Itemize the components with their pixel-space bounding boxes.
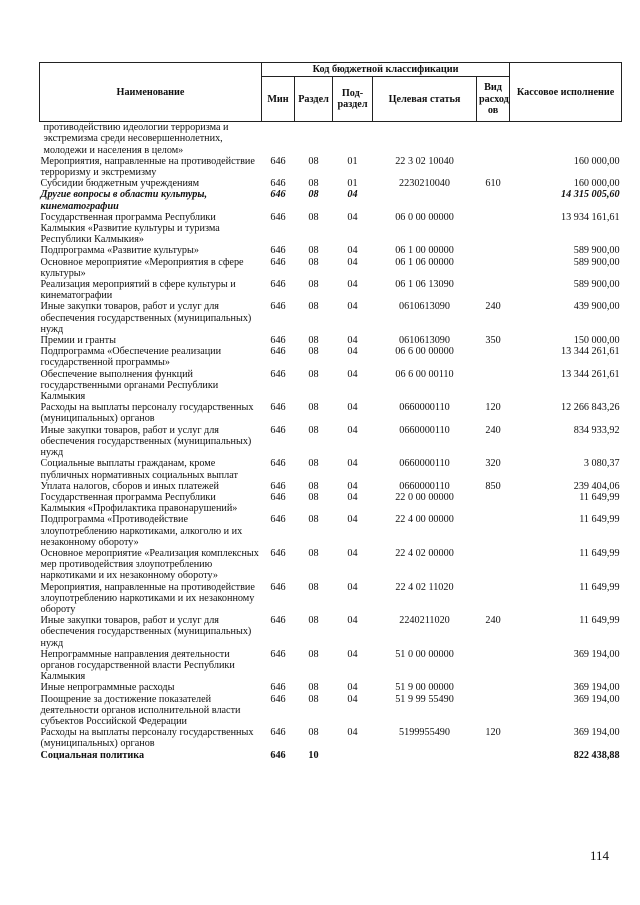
row-section: 08 bbox=[308, 424, 319, 436]
row-min: 646 bbox=[270, 727, 286, 739]
row-target-article: 06 1 00 00000 bbox=[395, 245, 454, 257]
row-target-article: 06 6 00 00000 bbox=[395, 346, 454, 358]
row-expense-type bbox=[477, 492, 510, 514]
row-amount: 12 266 843,26 bbox=[560, 402, 620, 414]
table-row bbox=[40, 458, 622, 480]
row-section: 08 bbox=[308, 693, 319, 705]
row-target-article: 06 1 06 00000 bbox=[395, 256, 454, 268]
table-header bbox=[40, 63, 622, 122]
row-section: 08 bbox=[308, 256, 319, 268]
row-amount: 369 194,00 bbox=[573, 693, 620, 705]
row-section: 08 bbox=[308, 346, 319, 358]
row-target-article: 0660000110 bbox=[399, 402, 450, 414]
row-expense-type bbox=[477, 514, 510, 548]
header-budget-code: Код бюджетной классификации bbox=[262, 63, 510, 77]
row-subsection: 04 bbox=[347, 245, 358, 257]
row-section: 08 bbox=[308, 514, 319, 526]
row-name: Мероприятия, направленные на противодействие терроризму и экстремизму bbox=[40, 155, 255, 179]
row-min: 646 bbox=[270, 547, 286, 559]
row-subsection: 04 bbox=[347, 335, 358, 347]
row-subsection: 04 bbox=[347, 402, 358, 414]
row-name: противодействию идеологии терроризма и экстремизма среди несовершеннолетних, молодежи и населения в целом» bbox=[43, 122, 229, 156]
row-name: Подпрограмма «Развитие культуры» bbox=[40, 245, 199, 257]
row-section: 08 bbox=[308, 402, 319, 414]
row-expense-type: 350 bbox=[485, 335, 501, 347]
row-expense-type: 240 bbox=[485, 301, 501, 313]
table-row bbox=[40, 481, 622, 492]
row-name: Мероприятия, направленные на противодействие злоупотреблению наркотиками и их незаконному обороту bbox=[40, 581, 255, 615]
row-name: Подпрограмма «Обеспечение реализации государственной программы» bbox=[40, 346, 222, 369]
row-expense-type bbox=[477, 279, 510, 301]
header-subsection: Под-раздел bbox=[333, 77, 373, 122]
row-section: 08 bbox=[308, 155, 319, 167]
row-expense-type bbox=[477, 156, 510, 178]
row-name: Социальная политика bbox=[40, 749, 145, 761]
row-name: Иные закупки товаров, работ и услуг для обеспечения государственных (муниципальных) нужд bbox=[40, 615, 252, 649]
row-target-article: 51 0 00 00000 bbox=[395, 648, 454, 660]
row-name: Другие вопросы в области культуры, кинематографии bbox=[40, 189, 208, 212]
row-name: Иные закупки товаров, работ и услуг для обеспечения государственных (муниципальных) нужд bbox=[40, 424, 252, 459]
row-expense-type bbox=[477, 682, 510, 693]
table-row bbox=[40, 694, 622, 728]
row-min: 646 bbox=[270, 581, 286, 593]
row-subsection: 04 bbox=[347, 256, 358, 268]
row-expense-type: 120 bbox=[485, 402, 501, 414]
table-row bbox=[40, 279, 622, 301]
row-min: 646 bbox=[270, 256, 286, 268]
row-target-article: 06 0 00 00000 bbox=[395, 211, 454, 223]
row-min: 646 bbox=[270, 368, 286, 380]
row-amount: 439 900,00 bbox=[573, 301, 620, 313]
row-target-article: 22 4 00 00000 bbox=[395, 514, 454, 526]
row-amount: 11 649,99 bbox=[579, 615, 620, 627]
row-min: 646 bbox=[270, 648, 286, 660]
row-subsection bbox=[333, 750, 373, 761]
row-subsection: 04 bbox=[347, 648, 358, 660]
row-section: 08 bbox=[308, 648, 319, 660]
row-target-article bbox=[373, 189, 477, 211]
row-section: 08 bbox=[308, 682, 319, 694]
row-expense-type bbox=[477, 369, 510, 403]
row-target-article bbox=[373, 750, 477, 761]
row-expense-type: 240 bbox=[485, 424, 501, 436]
page-number: 114 bbox=[590, 848, 610, 863]
row-name: Иные непрограммные расходы bbox=[40, 682, 175, 694]
table-row bbox=[40, 750, 622, 761]
row-subsection: 04 bbox=[347, 491, 358, 503]
row-subsection: 04 bbox=[347, 514, 358, 526]
row-amount: 13 934 161,61 bbox=[560, 211, 620, 223]
table-row bbox=[40, 257, 622, 279]
row-subsection: 04 bbox=[347, 211, 358, 223]
row-min: 646 bbox=[270, 245, 286, 257]
row-section: 08 bbox=[308, 458, 319, 470]
row-min: 646 bbox=[270, 749, 286, 761]
row-amount: 369 194,00 bbox=[573, 648, 620, 660]
table-body bbox=[40, 122, 622, 761]
budget-table bbox=[39, 62, 622, 761]
row-target-article: 22 3 02 10040 bbox=[395, 155, 454, 167]
row-name: Субсидии бюджетным учреждениям bbox=[40, 178, 200, 190]
table-row bbox=[40, 492, 622, 514]
row-subsection: 04 bbox=[347, 346, 358, 358]
row-min: 646 bbox=[270, 682, 286, 694]
table-row bbox=[40, 122, 622, 156]
table-row bbox=[40, 369, 622, 403]
table-row bbox=[40, 212, 622, 246]
row-name: Расходы на выплаты персоналу государственных (муниципальных) органов bbox=[40, 727, 254, 750]
row-amount: 589 900,00 bbox=[573, 245, 620, 257]
row-section: 08 bbox=[308, 491, 319, 503]
row-target-article: 0660000110 bbox=[399, 458, 450, 470]
table-row bbox=[40, 649, 622, 683]
row-min: 646 bbox=[270, 424, 286, 436]
row-section: 08 bbox=[308, 480, 319, 492]
row-expense-type: 120 bbox=[485, 727, 501, 739]
row-amount: 369 194,00 bbox=[573, 727, 620, 739]
row-subsection: 04 bbox=[347, 301, 358, 313]
row-section: 08 bbox=[308, 211, 319, 223]
row-min: 646 bbox=[270, 480, 286, 492]
header-target-article: Целевая статья bbox=[373, 77, 477, 122]
row-expense-type bbox=[477, 750, 510, 761]
table-row bbox=[40, 425, 622, 459]
row-expense-type bbox=[477, 245, 510, 256]
row-min: 646 bbox=[270, 458, 286, 470]
row-section: 08 bbox=[308, 547, 319, 559]
row-expense-type: 850 bbox=[485, 480, 501, 492]
row-min: 646 bbox=[270, 335, 286, 347]
row-target-article: 0660000110 bbox=[399, 480, 450, 492]
table-row bbox=[40, 548, 622, 582]
row-subsection: 01 bbox=[347, 178, 358, 190]
row-subsection: 04 bbox=[347, 458, 358, 470]
row-min: 646 bbox=[270, 155, 286, 167]
row-amount: 3 080,37 bbox=[583, 458, 620, 470]
row-name: Государственная программа Республики Калмыкия «Развитие культуры и туризма Республики Калмыкия» bbox=[40, 211, 220, 246]
row-name: Обеспечение выполнения функций государственными органами Республики Калмыкия bbox=[40, 368, 219, 403]
row-min: 646 bbox=[270, 346, 286, 358]
row-name: Премии и гранты bbox=[40, 335, 116, 347]
row-amount: 160 000,00 bbox=[573, 155, 620, 167]
row-name: Непрограммные направления деятельности органов государственной власти Республики Калмыкия bbox=[40, 648, 235, 683]
row-amount: 13 344 261,61 bbox=[560, 346, 620, 358]
row-section: 08 bbox=[308, 178, 319, 190]
row-target-article: 0610613090 bbox=[399, 301, 450, 313]
row-amount: 14 315 005,60 bbox=[560, 189, 620, 201]
row-target-article bbox=[373, 122, 477, 156]
row-min: 646 bbox=[270, 301, 286, 313]
row-target-article: 2230210040 bbox=[399, 178, 450, 190]
row-subsection: 04 bbox=[347, 727, 358, 739]
row-target-article: 51 9 99 55490 bbox=[395, 693, 454, 705]
row-section: 08 bbox=[308, 301, 319, 313]
table-row bbox=[40, 582, 622, 616]
row-amount: 11 649,99 bbox=[579, 491, 620, 503]
row-section: 08 bbox=[308, 279, 319, 291]
row-section: 08 bbox=[308, 335, 319, 347]
row-subsection: 04 bbox=[347, 693, 358, 705]
row-expense-type bbox=[477, 649, 510, 683]
row-section: 08 bbox=[308, 245, 319, 257]
row-target-article: 06 6 00 00110 bbox=[395, 368, 454, 380]
row-name: Социальные выплаты гражданам, кроме публичных нормативных социальных выплат bbox=[40, 458, 238, 481]
table-row bbox=[40, 682, 622, 693]
row-min: 646 bbox=[270, 211, 286, 223]
row-name: Основное мероприятие «Реализация комплексных мер противодействия злоупотреблению наркотиками и их незаконному обороту» bbox=[40, 547, 259, 582]
row-amount: 11 649,99 bbox=[579, 581, 620, 593]
row-section: 08 bbox=[308, 615, 319, 627]
row-amount: 834 933,92 bbox=[573, 424, 620, 436]
row-expense-type bbox=[477, 122, 510, 156]
row-name: Уплата налогов, сборов и иных платежей bbox=[40, 480, 219, 492]
header-name: Наименование bbox=[40, 63, 262, 122]
row-section: 08 bbox=[308, 189, 319, 201]
row-name: Иные закупки товаров, работ и услуг для обеспечения государственных (муниципальных) нужд bbox=[40, 301, 252, 335]
row-expense-type: 240 bbox=[485, 615, 501, 627]
row-subsection: 04 bbox=[347, 682, 358, 694]
row-min bbox=[262, 122, 295, 156]
row-min: 646 bbox=[270, 615, 286, 627]
row-name: Поощрение за достижение показателей деятельности органов исполнительной власти субъектов Российской Федерации bbox=[40, 693, 241, 727]
row-section: 10 bbox=[308, 749, 319, 761]
row-expense-type: 610 bbox=[485, 178, 501, 190]
table-row bbox=[40, 402, 622, 424]
row-min: 646 bbox=[270, 279, 286, 291]
row-amount: 589 900,00 bbox=[573, 279, 620, 291]
row-subsection: 04 bbox=[347, 480, 358, 492]
row-min: 646 bbox=[270, 178, 286, 190]
row-expense-type bbox=[477, 212, 510, 246]
row-name: Государственная программа Республики Калмыкия «Профилактика правонарушений» bbox=[40, 491, 238, 515]
table-row bbox=[40, 514, 622, 548]
row-target-article: 5199955490 bbox=[399, 727, 450, 739]
row-target-article: 22 4 02 00000 bbox=[395, 547, 454, 559]
row-target-article: 22 4 02 11020 bbox=[395, 581, 454, 593]
row-target-article: 2240211020 bbox=[399, 615, 450, 627]
table-row bbox=[40, 615, 622, 649]
row-subsection: 04 bbox=[347, 368, 358, 380]
row-subsection: 04 bbox=[347, 189, 358, 201]
table-row bbox=[40, 189, 622, 211]
row-amount: 589 900,00 bbox=[573, 256, 620, 268]
row-section: 08 bbox=[308, 727, 319, 739]
row-subsection bbox=[333, 122, 373, 156]
row-amount: 369 194,00 bbox=[573, 682, 620, 694]
row-name: Реализация мероприятий в сфере культуры и кинематографии bbox=[40, 279, 236, 302]
row-subsection: 04 bbox=[347, 615, 358, 627]
row-target-article: 51 9 00 00000 bbox=[395, 682, 454, 694]
row-section: 08 bbox=[308, 581, 319, 593]
row-target-article: 0610613090 bbox=[399, 335, 450, 347]
row-min: 646 bbox=[270, 402, 286, 414]
row-amount: 239 404,06 bbox=[573, 480, 620, 492]
row-target-article: 0660000110 bbox=[399, 424, 450, 436]
row-amount bbox=[510, 122, 622, 156]
row-subsection: 01 bbox=[347, 155, 358, 167]
header-section: Раздел bbox=[295, 77, 333, 122]
table-row bbox=[40, 727, 622, 749]
row-subsection: 04 bbox=[347, 279, 358, 291]
row-target-article: 22 0 00 00000 bbox=[395, 491, 454, 503]
row-expense-type bbox=[477, 694, 510, 728]
table-row bbox=[40, 178, 622, 189]
row-expense-type bbox=[477, 582, 510, 616]
row-subsection: 04 bbox=[347, 547, 358, 559]
table-row bbox=[40, 335, 622, 346]
row-section bbox=[295, 122, 333, 156]
row-min: 646 bbox=[270, 491, 286, 503]
row-name: Расходы на выплаты персоналу государственных (муниципальных) органов bbox=[40, 402, 254, 425]
row-target-article: 06 1 06 13090 bbox=[395, 279, 454, 291]
header-min: Мин bbox=[262, 77, 295, 122]
row-expense-type bbox=[477, 189, 510, 211]
row-subsection: 04 bbox=[347, 581, 358, 593]
row-amount: 11 649,99 bbox=[579, 514, 620, 526]
row-min: 646 bbox=[270, 189, 286, 201]
row-expense-type bbox=[477, 346, 510, 368]
row-amount: 150 000,00 bbox=[573, 335, 620, 347]
row-amount: 11 649,99 bbox=[579, 547, 620, 559]
row-amount: 13 344 261,61 bbox=[560, 368, 620, 380]
row-expense-type bbox=[477, 548, 510, 582]
table-row bbox=[40, 245, 622, 256]
row-min: 646 bbox=[270, 693, 286, 705]
row-section: 08 bbox=[308, 368, 319, 380]
header-cash-execution: Кассовое исполнение bbox=[510, 63, 622, 122]
row-name: Основное мероприятие «Мероприятия в сфере культуры» bbox=[40, 256, 244, 279]
row-name: Подпрограмма «Противодействие злоупотреблению наркотиками, алкоголю и их незаконному обороту» bbox=[40, 514, 243, 548]
row-amount: 160 000,00 bbox=[573, 178, 620, 190]
row-min: 646 bbox=[270, 514, 286, 526]
table-row bbox=[40, 301, 622, 335]
row-amount: 822 438,88 bbox=[573, 749, 620, 761]
row-expense-type: 320 bbox=[485, 458, 501, 470]
table-row bbox=[40, 156, 622, 178]
header-expense-type: Вид расход ов bbox=[477, 77, 510, 122]
table-row bbox=[40, 346, 622, 368]
row-subsection: 04 bbox=[347, 424, 358, 436]
row-expense-type bbox=[477, 257, 510, 279]
